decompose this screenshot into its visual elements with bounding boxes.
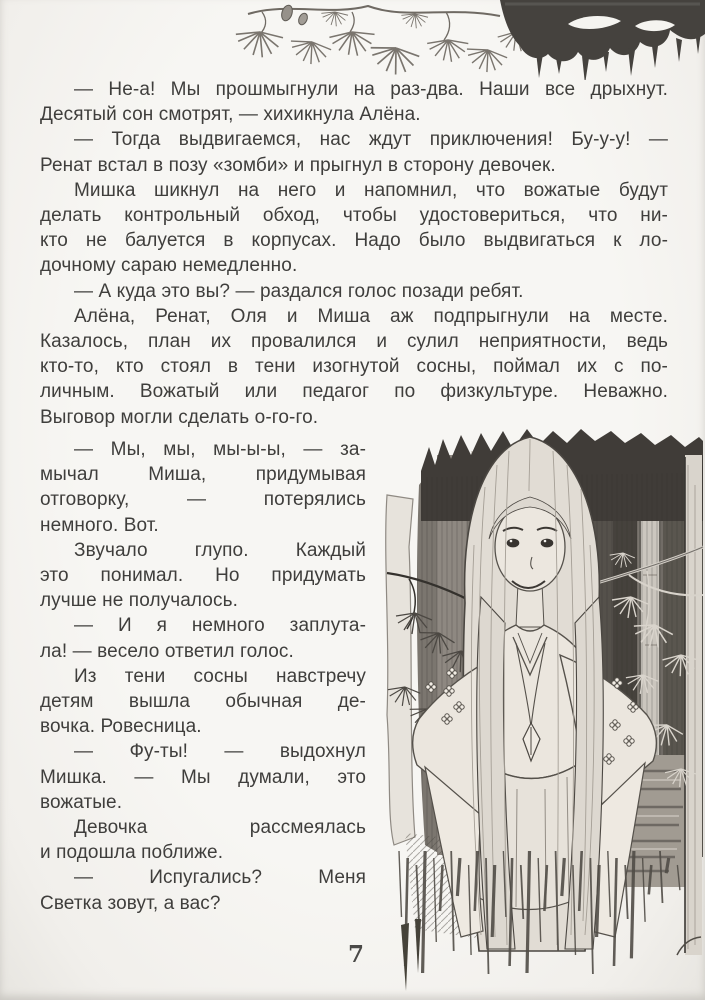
story-illustration <box>385 425 705 1000</box>
text-line: Казалось, план их провалился и сулил неприятности, ведь <box>40 331 668 353</box>
text-line: — А куда это вы? — раздался голос позади ребят. <box>74 280 524 302</box>
text-line: Ренат встал в позу «зомби» и прыгнул в сторону девочек. <box>40 154 556 176</box>
text-line: личным. Вожатый или педагог по физкультуре. Неважно. <box>40 381 668 403</box>
ink-drip-mark <box>415 919 421 973</box>
text-line: дочному сараю немедленно. <box>40 255 298 277</box>
text-line: отговорку, — потерялись <box>40 489 366 511</box>
text-line: — Мы, мы, мы-ы-ы, — за- <box>74 439 366 460</box>
text-line: Мишка. — Мы думали, это <box>40 766 366 788</box>
text-line: и подошла поближе. <box>40 842 224 864</box>
page-number: 7 <box>347 941 364 968</box>
text-line: — Не-а! Мы прошмыгнули на раз-два. Наши все дрыхнут. <box>74 79 668 100</box>
ink-drip-mark <box>401 923 409 991</box>
text-line: Алёна, Ренат, Оля и Миша аж подпрыгнули на месте. <box>74 305 668 327</box>
text-line: лучше не получалось. <box>40 590 238 612</box>
text-line: детям вышла обычная де- <box>40 691 366 713</box>
text-line: мычал Миша, придумывая <box>40 464 366 486</box>
text-line: Светка зовут, а вас? <box>40 892 221 914</box>
text-line: Звучало глупо. Каждый <box>74 539 366 561</box>
text-line: вожатые. <box>40 791 123 813</box>
header-decoration <box>0 0 705 80</box>
text-line: Выговор могли сделать о-го-го. <box>40 406 319 428</box>
text-line: — Тогда выдвигаемся, нас ждут приключения! Бу-у-у! — <box>74 129 668 151</box>
story-text-column <box>40 437 366 916</box>
dark-foliage-icon <box>500 0 705 80</box>
text-line: кто не балуется в корпусах. Надо было выдвигаться к ло- <box>40 230 668 252</box>
text-line: вочка. Ровесница. <box>40 716 202 738</box>
text-line: Из тени сосны навстречу <box>74 665 366 687</box>
text-line: делать контрольный обход, чтобы удостовериться, что ни- <box>40 205 668 227</box>
text-line: — И я немного заплута- <box>74 615 366 637</box>
text-line: Девочка рассмеялась <box>74 817 366 839</box>
text-line: это понимал. Но придумать <box>40 565 366 587</box>
text-line: ла! — весело ответил голос. <box>40 640 294 662</box>
pine-branch-icon <box>236 4 537 77</box>
text-line: — Испугались? Меня <box>74 867 366 889</box>
text-line: — Фу-ты! — выдохнул <box>74 741 366 763</box>
text-line: кто-то, кто стоял в тени изогнутой сосны, поймал их с по- <box>40 356 668 378</box>
story-text <box>40 77 668 430</box>
text-line: Десятый сон смотрят, — хихикнула Алёна. <box>40 104 421 126</box>
text-line: немного. Вот. <box>40 514 159 536</box>
text-line: Мишка шикнул на него и напомнил, что вожатые будут <box>74 179 668 201</box>
